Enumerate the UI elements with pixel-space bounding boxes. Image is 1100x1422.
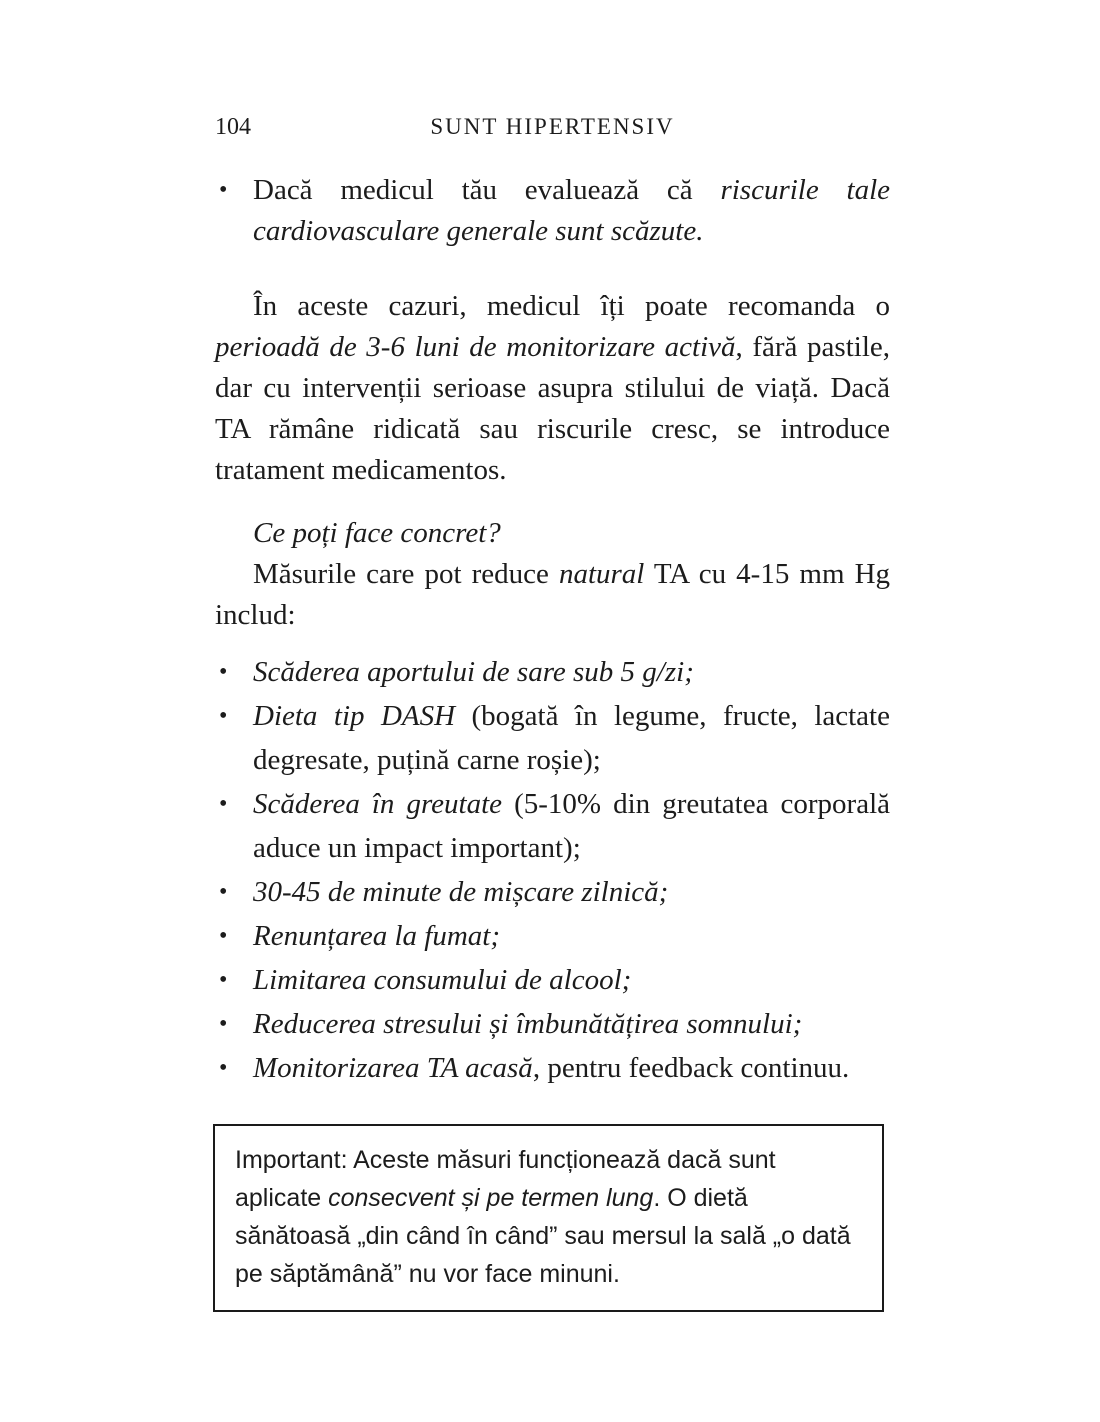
list-item [215, 782, 890, 870]
measures-intro: Măsurile care pot reduce natural TA cu 4-15 mm Hg includ: [215, 558, 891, 631]
measures-list [215, 650, 890, 1090]
measure-text: 30-45 de minute de mișcare zilnică; [253, 876, 669, 908]
bullet-icon: • [219, 659, 228, 685]
list-item [215, 694, 890, 782]
main-paragraph: În aceste cazuri, medicul îți poate recomanda o perioadă de 3-6 luni de monitorizare activă, fără pastile, dar cu intervenții serioase asupra stilului de viață. Dacă TA rămâne ridicată sau riscurile cresc, se introduce tratament medicamentos. [215, 290, 890, 486]
measure-text: Scăderea aportului de sare sub 5 g/zi; [253, 656, 694, 688]
measure-text: Reducerea stresului și îmbunătățirea somnului; [253, 1008, 803, 1040]
page-number: 104 [215, 114, 251, 140]
measure-text: Monitorizarea TA acasă, pentru feedback continuu. [253, 1052, 850, 1084]
intro-bullet-list [215, 170, 890, 252]
bullet-icon: • [219, 703, 228, 729]
running-title: SUNT HIPERTENSIV [430, 114, 675, 139]
bullet-icon: • [219, 1011, 228, 1037]
measure-text: Renunțarea la fumat; [253, 920, 500, 952]
running-head [215, 112, 890, 142]
bullet-icon: • [219, 791, 228, 817]
list-item [215, 170, 890, 252]
important-note-box: Important: Aceste măsuri funcționează dacă sunt aplicate consecvent și pe termen lung. O dietă sănătoasă „din când în când” sau mersul la sală „o dată pe săptămână” nu vor face minuni. [213, 1124, 884, 1312]
bullet-icon: • [219, 967, 228, 993]
text-block [215, 112, 890, 1312]
list-item [215, 650, 890, 694]
list-item [215, 870, 890, 914]
intro-bullet-text: Dacă medicul tău evaluează că riscurile tale cardiovasculare generale sunt scăzute. [253, 174, 890, 247]
list-item [215, 1002, 890, 1046]
measure-text: Dieta tip DASH (bogată în legume, fructe, lactate degresate, puțină carne roșie); [253, 700, 890, 776]
list-item [215, 914, 890, 958]
measure-text: Limitarea consumului de alcool; [253, 964, 632, 996]
list-item [215, 1046, 890, 1090]
section-subheading: Ce poți face concret? [253, 517, 501, 549]
bullet-icon: • [219, 923, 228, 949]
bullet-icon: • [219, 1055, 228, 1081]
bullet-icon: • [219, 177, 228, 203]
list-item [215, 958, 890, 1002]
bullet-icon: • [219, 879, 228, 905]
measure-text: Scăderea în greutate (5-10% din greutatea corporală aduce un impact important); [253, 788, 890, 864]
